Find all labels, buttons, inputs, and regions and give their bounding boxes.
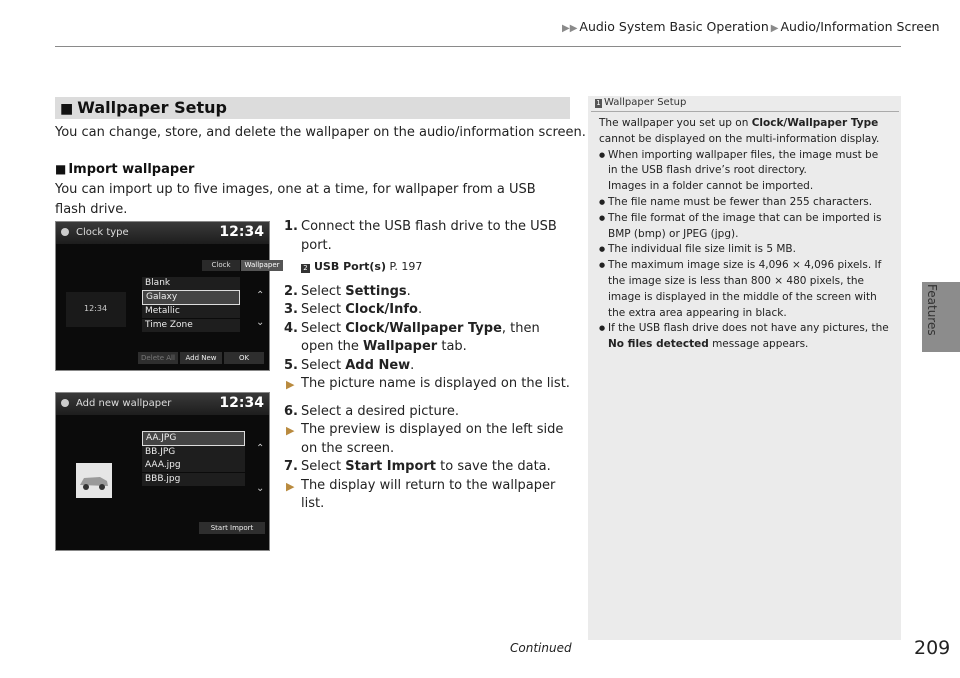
step <box>284 357 574 376</box>
list-item: Blank <box>142 277 240 290</box>
list-item: Metallic <box>142 305 240 318</box>
gear-icon <box>61 228 69 236</box>
step-keyword: Clock/Wallpaper Type <box>345 320 502 336</box>
breadcrumb <box>560 19 940 34</box>
note-keyword: No files detected <box>608 338 709 351</box>
screenshot-clock-type <box>55 221 280 371</box>
square-bullet-icon: ■ <box>60 101 74 117</box>
note-text: When importing wallpaper files, the image must be in the USB flash drive’s root directory. <box>608 148 879 177</box>
note-bullet: ● The file name must be fewer than 255 characters. <box>599 195 891 211</box>
note-paragraph <box>599 116 891 148</box>
screen-title: Clock type <box>76 227 129 238</box>
result-text: The display will return to the wallpaper list. <box>301 477 556 511</box>
note-bullet <box>599 148 891 195</box>
step-text: Select <box>301 459 346 474</box>
step-number: 1. <box>284 219 298 234</box>
chapter-label-text: Features <box>925 284 939 336</box>
step-text: to save the data. <box>436 459 551 474</box>
arrow-icon: ▶▶ <box>562 23 578 34</box>
tab-wallpaper: Wallpaper <box>241 260 283 271</box>
step-result <box>284 421 574 458</box>
notes-divider <box>591 111 899 112</box>
reference-label: USB Port(s) <box>314 260 386 273</box>
start-import-button: Start Import <box>199 522 265 534</box>
step-keyword: Settings <box>345 283 407 299</box>
notes-body <box>599 116 891 353</box>
arrow-icon: ▶ <box>770 23 779 34</box>
result-arrow-icon: ▶ <box>286 479 295 493</box>
note-text: message appears. <box>708 338 809 351</box>
result-text: The preview is displayed on the left side on the screen. <box>301 422 564 456</box>
step-result <box>284 375 574 394</box>
result-text: The picture name is displayed on the list. <box>301 376 570 391</box>
subheading-text: Import wallpaper <box>68 162 195 177</box>
subheading <box>55 162 194 177</box>
screenshot-add-new-wallpaper <box>55 392 270 551</box>
step-result <box>284 477 574 514</box>
chapter-label <box>927 284 939 374</box>
step-text: Select <box>301 320 346 336</box>
step <box>284 301 574 320</box>
step-number: 3. <box>284 302 298 317</box>
step-keyword: Wallpaper <box>363 339 438 354</box>
screen-time: 12:34 <box>219 224 264 240</box>
chevron-up-icon: ⌃ <box>256 443 265 454</box>
breadcrumb-item: Audio/Information Screen <box>780 19 940 34</box>
chevron-down-icon: ⌄ <box>256 483 265 494</box>
result-arrow-icon: ▶ <box>286 424 295 437</box>
step <box>284 283 574 302</box>
step-text: . <box>417 302 423 317</box>
step-text: Select <box>301 283 346 299</box>
step-keyword: Start Import <box>345 459 436 474</box>
section-title <box>60 97 227 120</box>
continued-label: Continued <box>510 641 572 655</box>
note-text: If the USB flash drive does not have any pictures, the <box>608 322 889 335</box>
reference-icon: 2 <box>301 264 310 273</box>
step-keyword: Clock/Info <box>345 302 418 317</box>
notes-title <box>595 97 686 108</box>
step-text: tab. <box>437 339 467 354</box>
step <box>284 218 574 255</box>
body-paragraph: You can import up to five images, one at a time, for wallpaper from a USB flash drive. <box>55 182 536 217</box>
step-text: Select <box>301 357 346 373</box>
step-number: 7. <box>284 459 298 474</box>
step-keyword: Add New <box>345 357 411 373</box>
note-bullet <box>599 321 891 353</box>
note-bullet: ● The individual file size limit is 5 MB. <box>599 242 891 258</box>
step <box>284 458 574 477</box>
screen-time: 12:34 <box>219 395 264 411</box>
clock-preview <box>66 292 126 327</box>
chevron-up-icon: ⌃ <box>256 290 265 301</box>
step <box>284 320 574 357</box>
step-number: 2. <box>284 283 298 299</box>
list-item: BB.JPG <box>142 446 245 459</box>
step-number: 6. <box>284 403 298 419</box>
car-icon <box>76 463 112 498</box>
note-text: Images in a folder cannot be imported. <box>608 180 814 193</box>
step-text: . <box>410 357 415 373</box>
note-marker-icon: 1 <box>596 99 601 107</box>
page-number: 209 <box>914 637 951 659</box>
delete-all-button: Delete All <box>138 352 178 364</box>
note-bullet: ● The maximum image size is 4,096 × 4,096 pixels. If the image size is less than 800 × 480 pixels, the image is displayed in the middle of the screen with the extra area appearing in black. <box>599 258 891 321</box>
step-text: Select <box>301 302 346 317</box>
step-text: , then open the <box>301 320 540 354</box>
reference-page: P. 197 <box>389 260 423 273</box>
list-item-selected: AA.JPG <box>142 431 245 446</box>
list-item: AAA.jpg <box>142 459 245 472</box>
result-arrow-icon: ▶ <box>286 378 295 391</box>
note-bullet: ● The file format of the image that can be imported is BMP (bmp) or JPEG (jpg). <box>599 211 891 243</box>
header-divider <box>55 46 901 47</box>
step <box>284 403 574 422</box>
note-text: cannot be displayed on the multi-information display. <box>599 132 880 145</box>
tab-clock: Clock <box>202 260 240 271</box>
car-picture-preview <box>76 463 112 498</box>
step-number: 5. <box>284 357 298 373</box>
list-item: BBB.jpg <box>142 473 245 486</box>
breadcrumb-item: Audio System Basic Operation <box>579 19 769 34</box>
gear-icon <box>61 399 69 407</box>
step-text: . <box>406 283 411 299</box>
list-item: Time Zone <box>142 319 240 332</box>
list-item-selected: Galaxy <box>142 290 240 305</box>
cross-reference <box>284 258 574 277</box>
note-text: The wallpaper you set up on <box>599 117 752 129</box>
step-number: 4. <box>284 320 298 336</box>
add-new-button: Add New <box>180 352 222 364</box>
screen-title: Add new wallpaper <box>76 398 172 409</box>
notes-title-text: Wallpaper Setup <box>604 97 687 108</box>
section-title-text: Wallpaper Setup <box>77 98 227 117</box>
step-text: Connect the USB flash drive to the USB port. <box>301 219 557 253</box>
note-keyword: Clock/Wallpaper Type <box>751 117 879 129</box>
chevron-down-icon: ⌄ <box>256 317 265 328</box>
square-bullet-icon: ■ <box>55 162 67 176</box>
intro-text: You can change, store, and delete the wallpaper on the audio/information screen. <box>55 125 586 140</box>
ok-button: OK <box>224 352 264 364</box>
steps-list <box>284 218 574 514</box>
preview-clock: 12:34 <box>84 304 108 313</box>
step-text: Select a desired picture. <box>301 403 459 419</box>
